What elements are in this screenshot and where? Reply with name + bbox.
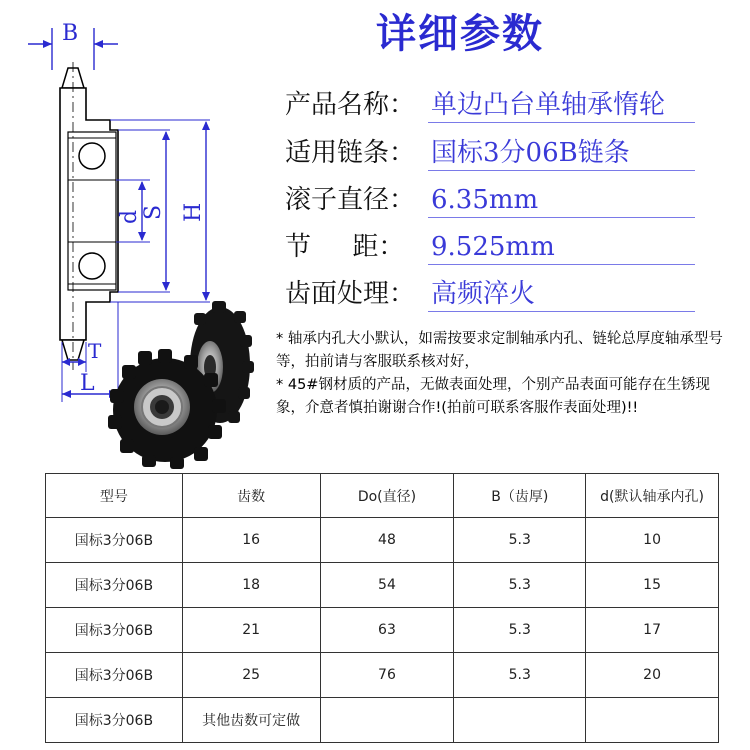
notes bbox=[276, 328, 736, 420]
spec-value: 9.525mm bbox=[431, 232, 555, 262]
table-cell: 5.3 bbox=[454, 563, 586, 608]
underline bbox=[428, 217, 695, 218]
spec-row-surface-treatment bbox=[285, 274, 695, 314]
spec-label: 齿面处理： bbox=[285, 279, 416, 309]
table-cell: 国标3分06B bbox=[46, 563, 183, 608]
table-cell: 18 bbox=[182, 563, 320, 608]
spec-row-roller-diameter bbox=[285, 180, 695, 220]
header-bore: d(默认轴承内孔) bbox=[586, 474, 719, 518]
note-material: * 45#钢材质的产品，无做表面处理，个别产品表面可能存在生锈现象，介意者慎拍谢谢合作!(拍前可联系客服作表面处理)!! bbox=[276, 377, 710, 416]
spec-row-chain bbox=[285, 133, 695, 173]
table-cell: 5.3 bbox=[454, 608, 586, 653]
table-row bbox=[46, 608, 719, 653]
spec-label: 产品名称： bbox=[285, 90, 416, 120]
spec-label: 适用链条： bbox=[285, 138, 416, 168]
underline bbox=[428, 264, 695, 265]
table-cell: 76 bbox=[320, 653, 454, 698]
table-cell: 国标3分06B bbox=[46, 698, 183, 743]
table-cell: 54 bbox=[320, 563, 454, 608]
table-cell: 国标3分06B bbox=[46, 518, 183, 563]
label-B: B bbox=[62, 21, 79, 46]
table-cell: 10 bbox=[586, 518, 719, 563]
label-T: T bbox=[88, 339, 102, 363]
table-cell: 20 bbox=[586, 653, 719, 698]
spec-value: 国标3分06B链条 bbox=[431, 138, 630, 168]
table-cell bbox=[320, 698, 454, 743]
table-cell: 16 bbox=[182, 518, 320, 563]
spec-label: 节 距： bbox=[285, 232, 405, 262]
label-H: H bbox=[181, 202, 206, 222]
label-L: L bbox=[80, 371, 95, 396]
table-row bbox=[46, 563, 719, 608]
label-d: d bbox=[117, 209, 142, 224]
underline bbox=[428, 311, 695, 312]
spec-label: 滚子直径： bbox=[285, 185, 416, 215]
table-row bbox=[46, 518, 719, 563]
header-thickness: B（齿厚) bbox=[454, 474, 586, 518]
underline bbox=[428, 122, 695, 123]
table-cell bbox=[454, 698, 586, 743]
table-cell: 5.3 bbox=[454, 653, 586, 698]
header-diameter: Do(直径) bbox=[320, 474, 454, 518]
note-bearing: * 轴承内孔大小默认，如需按要求定制轴承内孔、链轮总厚度轴承型号等，拍前请与客服联系核对好， bbox=[276, 331, 723, 370]
table-row bbox=[46, 698, 719, 743]
header-model: 型号 bbox=[46, 474, 183, 518]
header-teeth: 齿数 bbox=[182, 474, 320, 518]
table-cell: 5.3 bbox=[454, 518, 586, 563]
underline bbox=[428, 170, 695, 171]
table-cell: 其他齿数可定做 bbox=[182, 698, 320, 743]
table-row bbox=[46, 653, 719, 698]
spec-row-product-name bbox=[285, 85, 695, 125]
label-S: S bbox=[141, 204, 166, 220]
table-cell: 63 bbox=[320, 608, 454, 653]
spec-value: 6.35mm bbox=[431, 185, 539, 215]
table-header-row bbox=[46, 474, 719, 518]
table-cell: 国标3分06B bbox=[46, 653, 183, 698]
spec-row-pitch bbox=[285, 227, 695, 267]
page-title: 详细参数 bbox=[376, 11, 544, 57]
table-cell: 国标3分06B bbox=[46, 608, 183, 653]
table-cell bbox=[586, 698, 719, 743]
spec-table bbox=[45, 473, 719, 743]
product-photo bbox=[100, 295, 275, 470]
table-cell: 21 bbox=[182, 608, 320, 653]
table-cell: 17 bbox=[586, 608, 719, 653]
spec-value: 高频淬火 bbox=[431, 279, 536, 309]
table-cell: 48 bbox=[320, 518, 454, 563]
table-cell: 25 bbox=[182, 653, 320, 698]
table-cell: 15 bbox=[586, 563, 719, 608]
spec-value: 单边凸台单轴承惰轮 bbox=[431, 90, 666, 120]
